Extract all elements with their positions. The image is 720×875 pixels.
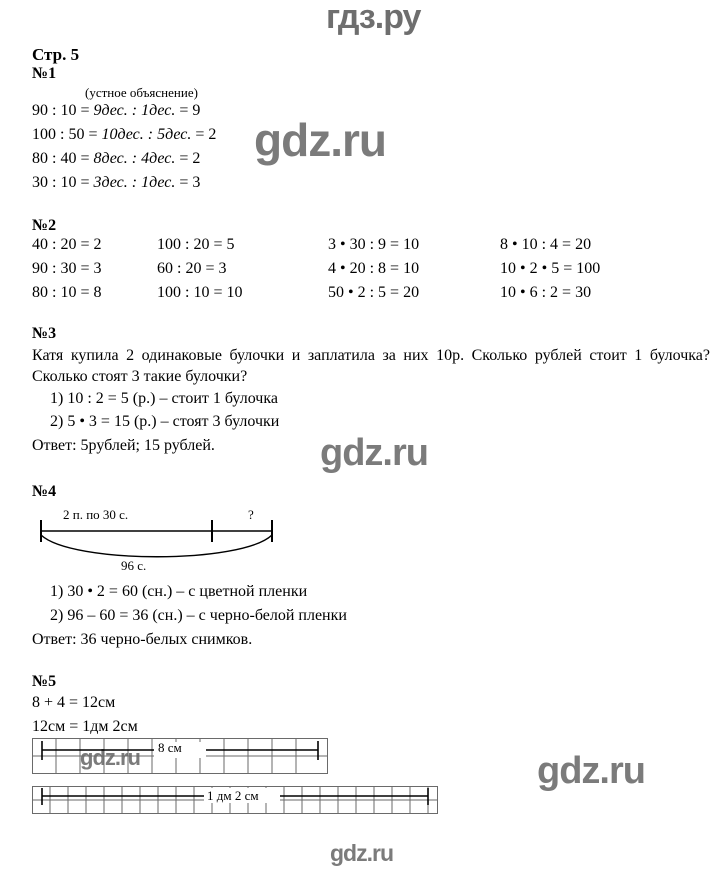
task-3-problem: Катя купила 2 одинаковые булочки и заплатила за них 10р. Сколько рублей стоит 1 булочка? Сколько стоят 3 такие булочки? [32,347,710,385]
task-2-col3-row1: 3 • 30 : 9 = 10 [328,236,420,253]
task-2-col2-row3: 100 : 10 = 10 [157,284,243,301]
task-1-line-4 [32,174,200,192]
task-2-col2-row2: 60 : 20 = 3 [157,260,227,277]
task-1-line-1 [32,102,200,120]
task-4-right-label: ? [248,507,254,522]
task-1-line-2 [32,126,216,144]
t1-l4-post: = 3 [175,174,201,191]
task-2-col1-row3: 80 : 10 = 8 [32,284,102,301]
task-2-col4-row3: 10 • 6 : 2 = 30 [500,284,592,301]
diagram-brace [41,535,272,557]
t1-l3-pre: 80 : 40 = [32,150,94,167]
t1-l1-pre: 90 : 10 = [32,102,94,119]
watermark-middle-2: gdz.ru [320,432,428,474]
task-2-col1-row1: 40 : 20 = 2 [32,236,102,253]
task-5-ruler-2-label: 1 дм 2 см [207,788,259,803]
task-2-col3-row2: 4 • 20 : 8 = 10 [328,260,420,277]
task-2-col4-row1: 8 • 10 : 4 = 20 [500,236,592,253]
task-2-col1-row2: 90 : 30 = 3 [32,260,102,277]
t1-l2-ital: 10дес. : 5дес. [101,126,192,143]
task-5-ruler-1-label: 8 см [158,740,182,755]
task-3-number: №3 [32,325,57,342]
task-2-number: №2 [32,217,57,234]
task-4-step-2: 2) 96 – 60 = 36 (сн.) – с черно-белой пленки [50,607,347,624]
task-5-line-2: 12см = 1дм 2см [32,718,138,735]
task-4-left-label: 2 п. по 30 с. [63,507,129,522]
task-3-step-1: 1) 10 : 2 = 5 (р.) – стоит 1 булочка [50,390,278,407]
task-1-note: (устное объяснение) [85,85,198,100]
t1-l4-ital: 3дес. : 1дес. [93,174,176,191]
task-1-number: №1 [32,65,57,82]
task-1-line-3 [32,150,200,168]
task-3-answer: Ответ: 5рублей; 15 рублей. [32,437,215,454]
watermark-bottom: gdz.ru [330,840,393,866]
page-number-label: Стр. 5 [32,45,80,64]
task-2-col4-row2: 10 • 2 • 5 = 100 [500,260,601,277]
task-3-step-2: 2) 5 • 3 = 15 (р.) – стоят 3 булочки [50,413,280,430]
task-2-col2-row1: 100 : 20 = 5 [157,236,235,253]
watermark-top: гдз.ру [326,0,421,36]
task-4-number: №4 [32,483,57,500]
task-4-bottom-label: 96 с. [121,558,147,573]
t1-l1-post: = 9 [175,102,201,119]
task-5-number: №5 [32,673,57,690]
t1-l3-post: = 2 [175,150,201,167]
t1-l2-post: = 2 [191,126,217,143]
task-4-answer: Ответ: 36 черно-белых снимков. [32,631,253,648]
t1-l4-pre: 30 : 10 = [32,174,94,191]
watermark-middle-1: gdz.ru [254,114,386,166]
watermark-middle-3: gdz.ru [537,750,645,792]
task-2-col3-row3: 50 • 2 : 5 = 20 [328,284,420,301]
t1-l3-ital: 8дес. : 4дес. [93,150,176,167]
task-4-step-1: 1) 30 • 2 = 60 (сн.) – с цветной пленки [50,583,308,600]
t1-l1-ital: 9дес. : 1дес. [93,102,176,119]
t1-l2-pre: 100 : 50 = [32,126,102,143]
task-5-line-1: 8 + 4 = 12см [32,694,116,711]
watermark-small: gdz.ru [80,745,140,770]
